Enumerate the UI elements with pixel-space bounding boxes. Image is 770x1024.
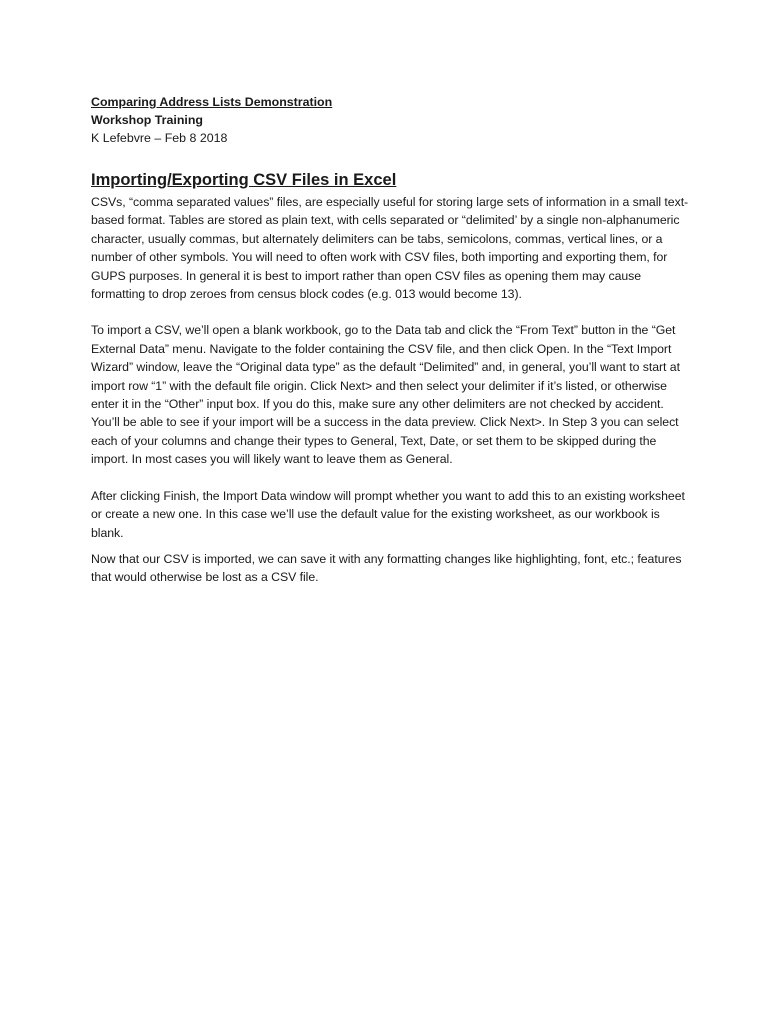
document-subtitle: Workshop Training <box>91 113 203 127</box>
section-heading: Importing/Exporting CSV Files in Excel <box>91 171 397 189</box>
document-title: Comparing Address Lists Demonstration <box>91 95 333 109</box>
paragraph-csv-intro: CSVs, “comma separated values” files, are especially useful for storing large sets of information in a small text-based format. Tables are stored as plain text, with cells separated or “delimited’ by a single non-alphanumeric character, usually commas, but alternately delimiters can be tabs, semicolons, commas, vertical lines, or a number of other symbols. You will need to often work with CSV files, both importing and exporting them, for GUPS purposes. In general it is best to import rather than open CSV files as opening them may cause formatting to drop zeroes from census block codes (e.g. 013 would become 13). <box>91 195 689 302</box>
paragraph-finish: After clicking Finish, the Import Data window will prompt whether you want to add this to an existing worksheet or create a new one. In this case we’ll use the default value for the existing worksheet, as our workbook is blank. <box>91 488 685 540</box>
paragraph-save: Now that our CSV is imported, we can save it with any formatting changes like highlighting, font, etc.; features that would otherwise be lost as a CSV file. <box>91 551 682 585</box>
paragraph-import-steps: To import a CSV, we’ll open a blank workbook, go to the Data tab and click the “From Text” button in the “Get External Data” menu. Navigate to the folder containing the CSV file, and then click Open. In the “Text Import Wizard” window, leave the “Original data type” as the default “Delimited” and, in general, you’ll want to start at import row “1” with the default file origin. Click Next> and then select your delimiter if it’s listed, or otherwise enter it in the “Other” input box. If you do this, make sure any other delimiters are not checked by accident. You’ll be able to see if your import will be a success in the data preview. Click Next>. In Step 3 you can select each of your columns and change their types to General, Text, Date, or set them to be skipped during the import. In most cases you will likely want to leave them as General. <box>91 323 680 467</box>
author-date: K Lefebvre – Feb 8 2018 <box>91 131 228 145</box>
document-page <box>91 93 691 587</box>
